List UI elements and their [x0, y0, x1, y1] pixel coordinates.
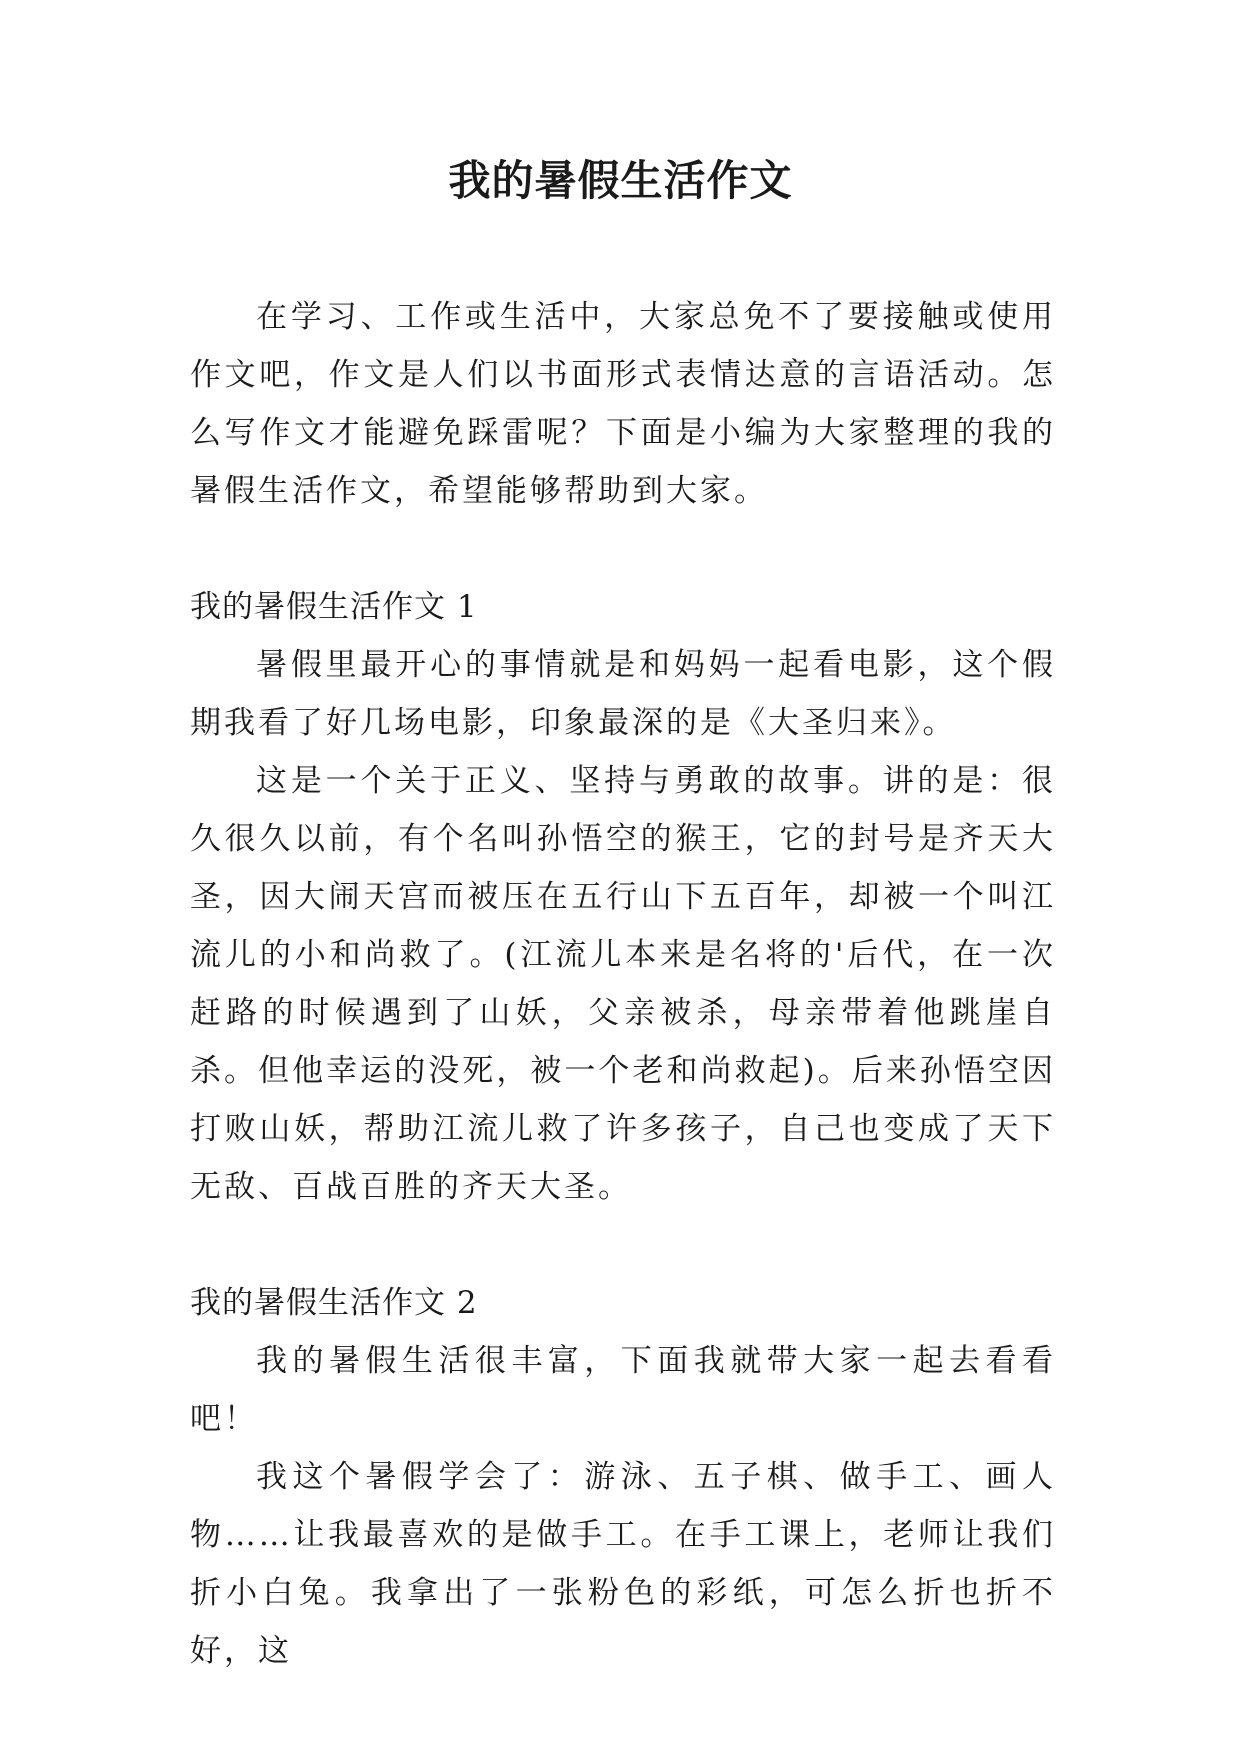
document-body: [190, 288, 1056, 1680]
section-paragraph: 这是一个关于正义、坚持与勇敢的故事。讲的是：很久很久以前，有个名叫孙悟空的猴王，它的封号是齐天大圣，因大闹天宫而被压在五行山下五百年，却被一个叫江流儿的小和尚救了。(江流儿本来是名将的'后代，在一次赶路的时候遇到了山妖，父亲被杀，母亲带着他跳崖自杀。但他幸运的没死，被一个老和尚救起)。后来孙悟空因打败山妖，帮助江流儿救了许多孩子，自己也变成了天下无敌、百战百胜的齐天大圣。: [190, 763, 1056, 1205]
intro-paragraph: 在学习、工作或生活中，大家总免不了要接触或使用作文吧，作文是人们以书面形式表情达意的言语活动。怎么写作文才能避免踩雷呢？下面是小编为大家整理的我的暑假生活作文，希望能够帮助到大家。: [190, 299, 1056, 509]
section-paragraph: 我的暑假生活很丰富，下面我就带大家一起去看看吧！: [190, 1343, 1056, 1437]
paragraph-spacer: [190, 520, 1056, 578]
paragraph-spacer: [190, 1216, 1056, 1274]
section-paragraph: 暑假里最开心的事情就是和妈妈一起看电影，这个假期我看了好几场电影，印象最深的是《大圣归来》。: [190, 647, 1056, 741]
section-heading: 我的暑假生活作文 2: [190, 1285, 478, 1321]
essay-section-1: [190, 578, 1056, 1216]
essay-section-2: [190, 1274, 1056, 1680]
document-title: 我的暑假生活作文: [448, 156, 793, 205]
section-heading: 我的暑假生活作文 1: [190, 589, 478, 625]
section-paragraph: 我这个暑假学会了：游泳、五子棋、做手工、画人物……让我最喜欢的是做手工。在手工课上，老师让我们折小白兔。我拿出了一张粉色的彩纸，可怎么折也折不好，这: [190, 1459, 1056, 1669]
